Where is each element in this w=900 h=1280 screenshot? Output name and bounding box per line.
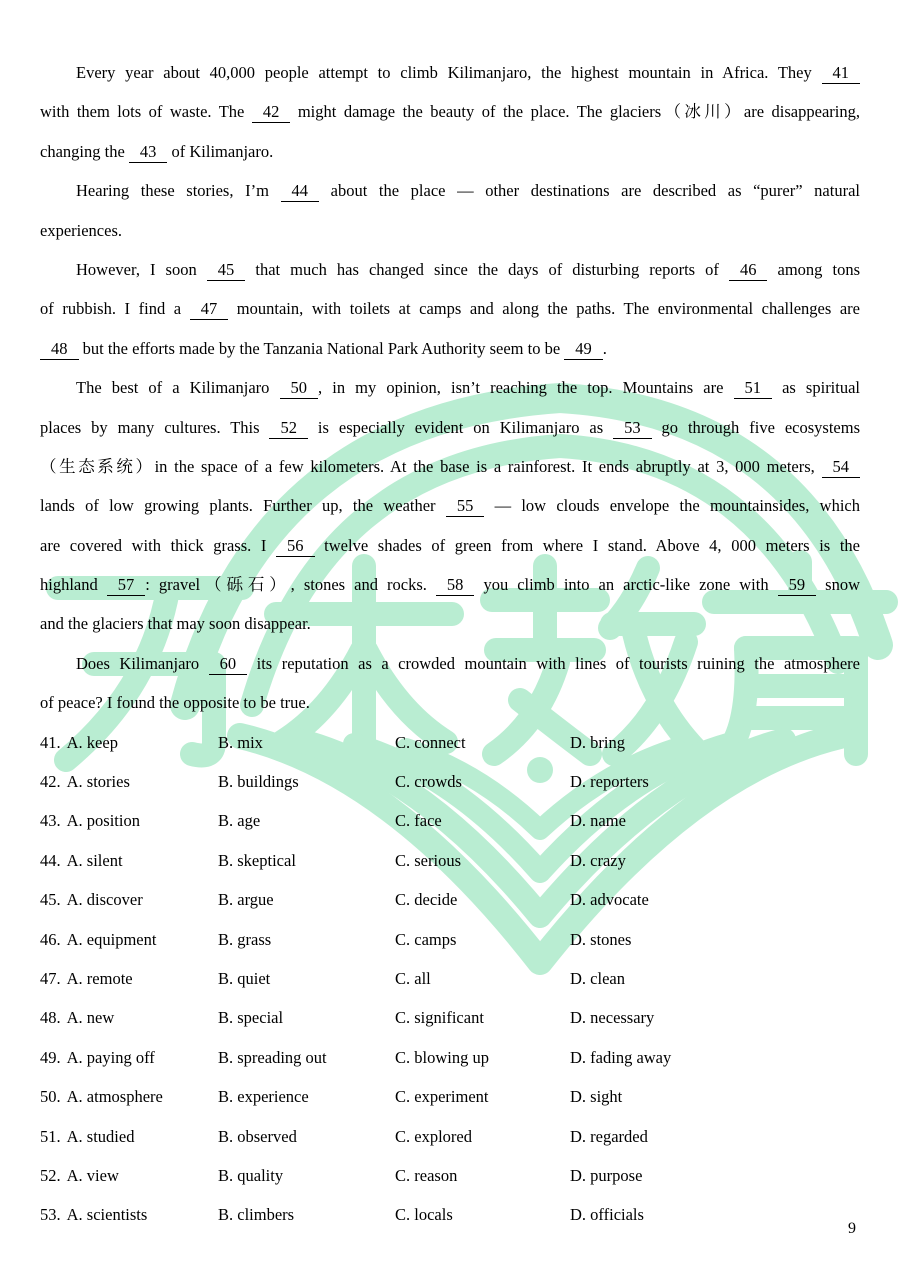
cloze-blank-51: 51 — [734, 378, 773, 399]
option-cell-d — [570, 801, 860, 840]
passage-line — [40, 329, 860, 368]
cloze-blank-41: 41 — [822, 63, 861, 84]
option-choice-a: A. remote — [66, 968, 133, 988]
option-choice-a: A. paying off — [66, 1047, 155, 1067]
option-choice-d: D. advocate — [570, 890, 649, 910]
passage-line — [40, 526, 860, 565]
option-choice-a: A. studied — [66, 1126, 135, 1146]
option-cell-a — [40, 1117, 218, 1156]
passage-text: among tons — [767, 259, 860, 279]
option-choice-b: B. quiet — [218, 968, 271, 988]
passage-text: you climb into an arctic-like zone with — [474, 575, 778, 595]
option-row-45 — [40, 880, 860, 919]
option-choice-a: A. silent — [66, 850, 123, 870]
option-choice-d: D. stones — [570, 929, 632, 949]
cloze-blank-42: 42 — [252, 102, 291, 123]
option-choice-d: D. clean — [570, 968, 625, 988]
option-number: 42. — [40, 772, 61, 792]
passage-text: highland — [40, 575, 107, 595]
passage-line — [40, 250, 860, 289]
option-cell-c — [395, 1077, 570, 1116]
option-cell-b — [218, 998, 395, 1037]
option-choice-c: C. connect — [395, 732, 466, 752]
passage-text: twelve shades of green from where I stand. Above 4, 000 meters is the — [314, 535, 860, 555]
option-choice-d: D. crazy — [570, 850, 626, 870]
option-cell-b — [218, 1077, 395, 1116]
option-row-51 — [40, 1117, 860, 1156]
option-cell-a — [40, 880, 218, 919]
page-content — [40, 53, 860, 1235]
passage-line — [40, 447, 860, 486]
passage-text: with them lots of waste. The — [40, 102, 252, 122]
option-choice-a: A. discover — [66, 890, 143, 910]
passage-line — [40, 211, 860, 250]
option-cell-d — [570, 959, 860, 998]
option-cell-a — [40, 1077, 218, 1116]
cloze-blank-54: 54 — [822, 457, 861, 478]
passage-text: and the glaciers that may soon disappear. — [40, 614, 311, 634]
option-cell-c — [395, 841, 570, 880]
option-choice-d: D. sight — [570, 1087, 623, 1107]
option-row-53 — [40, 1195, 860, 1234]
option-cell-c — [395, 723, 570, 762]
option-cell-c — [395, 1038, 570, 1077]
page-number: 9 — [848, 1220, 856, 1237]
passage-text: However, I soon — [76, 259, 207, 279]
option-cell-a — [40, 723, 218, 762]
option-cell-a — [40, 1038, 218, 1077]
option-choice-d: D. bring — [570, 732, 625, 752]
cloze-blank-56: 56 — [276, 536, 315, 557]
option-row-42 — [40, 762, 860, 801]
option-cell-c — [395, 920, 570, 959]
option-cell-b — [218, 1117, 395, 1156]
options-table — [40, 723, 860, 1235]
option-number: 47. — [40, 968, 61, 988]
option-choice-a: A. view — [66, 1165, 119, 1185]
option-choice-c: C. camps — [395, 929, 457, 949]
option-cell-b — [218, 959, 395, 998]
option-choice-d: D. reporters — [570, 772, 649, 792]
option-cell-d — [570, 1038, 860, 1077]
option-cell-d — [570, 1077, 860, 1116]
option-number: 41. — [40, 732, 61, 752]
passage-text: snow — [816, 575, 860, 595]
option-cell-c — [395, 1117, 570, 1156]
passage-text: Hearing these stories, I’m — [76, 181, 281, 201]
option-cell-c — [395, 1156, 570, 1195]
option-choice-b: B. argue — [218, 890, 274, 910]
passage-text: as spiritual — [772, 378, 860, 398]
option-choice-b: B. quality — [218, 1165, 284, 1185]
option-row-43 — [40, 801, 860, 840]
option-cell-a — [40, 998, 218, 1037]
passage-text: （生态系统）in the space of a few kilometers. At the base is a rainforest. It ends abruptly at 3, 000 meters, — [40, 456, 822, 476]
option-cell-d — [570, 762, 860, 801]
option-choice-d: D. officials — [570, 1205, 644, 1225]
passage-text: go through five ecosystems — [651, 417, 860, 437]
option-choice-a: A. keep — [66, 732, 118, 752]
passage-text: , in my opinion, isn’t reaching the top. Mountains are — [318, 378, 734, 398]
passage-text: its reputation as a crowded mountain with lines of tourists ruining the atmosphere — [247, 653, 860, 673]
option-cell-a — [40, 762, 218, 801]
passage-line — [40, 565, 860, 604]
option-cell-c — [395, 959, 570, 998]
option-cell-c — [395, 762, 570, 801]
cloze-blank-55: 55 — [446, 496, 485, 517]
option-number: 46. — [40, 929, 61, 949]
passage-text: of Kilimanjaro. — [167, 141, 274, 161]
passage-text: : gravel（砾石）, stones and rocks. — [145, 575, 436, 595]
passage-text: but the efforts made by the Tanzania National Park Authority seem to be — [78, 338, 565, 358]
option-choice-d: D. necessary — [570, 1008, 655, 1028]
passage-line — [40, 408, 860, 447]
option-choice-b: B. spreading out — [218, 1047, 327, 1067]
option-row-49 — [40, 1038, 860, 1077]
option-choice-b: B. climbers — [218, 1205, 295, 1225]
passage-text: The best of a Kilimanjaro — [76, 378, 280, 398]
option-choice-b: B. observed — [218, 1126, 297, 1146]
option-choice-d: D. name — [570, 811, 626, 831]
option-choice-c: C. reason — [395, 1165, 458, 1185]
cloze-blank-59: 59 — [778, 575, 817, 596]
option-choice-b: B. special — [218, 1008, 284, 1028]
cloze-blank-60: 60 — [209, 654, 248, 675]
passage-text: of peace? I found the opposite to be true. — [40, 693, 310, 713]
cloze-blank-58: 58 — [436, 575, 475, 596]
cloze-blank-43: 43 — [129, 142, 168, 163]
option-choice-b: B. mix — [218, 732, 263, 752]
passage-text: is especially evident on Kilimanjaro as — [307, 417, 614, 437]
passage-text: of rubbish. I find a — [40, 299, 190, 319]
option-cell-b — [218, 1038, 395, 1077]
option-cell-d — [570, 998, 860, 1037]
option-choice-a: A. equipment — [66, 929, 157, 949]
passage-text: Every year about 40,000 people attempt to climb Kilimanjaro, the highest mountain in Africa. They — [76, 63, 822, 82]
passage-text: might damage the beauty of the place. The glaciers（冰川）are disappearing, — [290, 102, 860, 122]
cloze-blank-52: 52 — [269, 418, 308, 439]
option-cell-c — [395, 801, 570, 840]
option-cell-a — [40, 920, 218, 959]
option-number: 51. — [40, 1126, 61, 1146]
cloze-passage — [40, 53, 860, 723]
option-choice-a: A. atmosphere — [66, 1087, 163, 1107]
option-choice-c: C. all — [395, 968, 431, 988]
option-row-52 — [40, 1156, 860, 1195]
passage-line — [40, 92, 860, 131]
option-choice-d: D. fading away — [570, 1047, 672, 1067]
cloze-blank-46: 46 — [729, 260, 768, 281]
passage-text: . — [602, 338, 607, 358]
cloze-blank-48: 48 — [40, 339, 79, 360]
option-cell-b — [218, 723, 395, 762]
passage-text: lands of low growing plants. Further up, the weather — [40, 496, 446, 516]
option-choice-a: A. stories — [66, 772, 130, 792]
cloze-blank-45: 45 — [207, 260, 246, 281]
option-cell-d — [570, 723, 860, 762]
option-choice-b: B. experience — [218, 1087, 309, 1107]
option-cell-b — [218, 920, 395, 959]
option-cell-b — [218, 880, 395, 919]
passage-text: — low clouds envelope the mountainsides, which — [484, 496, 860, 516]
cloze-blank-53: 53 — [613, 418, 652, 439]
cloze-blank-57: 57 — [107, 575, 146, 596]
passage-text: mountain, with toilets at camps and along the paths. The environmental challenges are — [228, 299, 860, 319]
option-choice-c: C. decide — [395, 890, 458, 910]
option-choice-c: C. explored — [395, 1126, 472, 1146]
option-cell-c — [395, 998, 570, 1037]
option-cell-d — [570, 841, 860, 880]
option-choice-b: B. grass — [218, 929, 272, 949]
passage-line — [40, 644, 860, 683]
option-row-48 — [40, 998, 860, 1037]
option-choice-c: C. experiment — [395, 1087, 489, 1107]
passage-text: about the place — other destinations are described as “purer” natural — [319, 181, 860, 201]
option-number: 52. — [40, 1165, 61, 1185]
option-cell-a — [40, 801, 218, 840]
option-cell-c — [395, 880, 570, 919]
passage-line — [40, 289, 860, 328]
passage-line — [40, 368, 860, 407]
option-cell-b — [218, 841, 395, 880]
option-cell-d — [570, 1195, 860, 1234]
passage-line — [40, 683, 860, 722]
cloze-blank-44: 44 — [281, 181, 320, 202]
option-choice-c: C. blowing up — [395, 1047, 489, 1067]
option-row-41 — [40, 723, 860, 762]
option-cell-c — [395, 1195, 570, 1234]
option-choice-d: D. purpose — [570, 1165, 643, 1185]
cloze-blank-49: 49 — [564, 339, 603, 360]
passage-line — [40, 171, 860, 210]
option-number: 44. — [40, 850, 61, 870]
option-choice-a: A. new — [66, 1008, 115, 1028]
option-choice-c: C. crowds — [395, 772, 462, 792]
option-cell-d — [570, 1156, 860, 1195]
option-row-46 — [40, 920, 860, 959]
option-choice-b: B. buildings — [218, 772, 299, 792]
passage-text: that much has changed since the days of disturbing reports of — [245, 259, 729, 279]
option-number: 49. — [40, 1047, 61, 1067]
passage-text: Does Kilimanjaro — [76, 653, 209, 673]
option-row-44 — [40, 841, 860, 880]
option-choice-c: C. serious — [395, 850, 461, 870]
option-cell-b — [218, 1195, 395, 1234]
option-cell-b — [218, 801, 395, 840]
option-cell-a — [40, 959, 218, 998]
option-choice-c: C. significant — [395, 1008, 484, 1028]
cloze-blank-47: 47 — [190, 299, 229, 320]
cloze-blank-50: 50 — [280, 378, 319, 399]
passage-text: experiences. — [40, 220, 122, 240]
option-cell-a — [40, 1195, 218, 1234]
option-choice-a: A. scientists — [66, 1205, 148, 1225]
option-choice-c: C. face — [395, 811, 442, 831]
option-cell-d — [570, 920, 860, 959]
option-number: 53. — [40, 1205, 61, 1225]
option-row-47 — [40, 959, 860, 998]
option-cell-d — [570, 1117, 860, 1156]
passage-line — [40, 53, 860, 92]
passage-line — [40, 604, 860, 643]
option-choice-b: B. age — [218, 811, 261, 831]
option-number: 43. — [40, 811, 61, 831]
option-number: 45. — [40, 890, 61, 910]
option-row-50 — [40, 1077, 860, 1116]
passage-line — [40, 486, 860, 525]
option-cell-b — [218, 1156, 395, 1195]
passage-text: changing the — [40, 141, 129, 161]
option-choice-a: A. position — [66, 811, 140, 831]
option-cell-a — [40, 1156, 218, 1195]
option-choice-b: B. skeptical — [218, 850, 296, 870]
option-cell-b — [218, 762, 395, 801]
option-choice-d: D. regarded — [570, 1126, 648, 1146]
passage-text: places by many cultures. This — [40, 417, 270, 437]
passage-text: are covered with thick grass. I — [40, 535, 277, 555]
option-number: 50. — [40, 1087, 61, 1107]
passage-line — [40, 132, 860, 171]
option-cell-a — [40, 841, 218, 880]
option-cell-d — [570, 880, 860, 919]
option-choice-c: C. locals — [395, 1205, 453, 1225]
option-number: 48. — [40, 1008, 61, 1028]
